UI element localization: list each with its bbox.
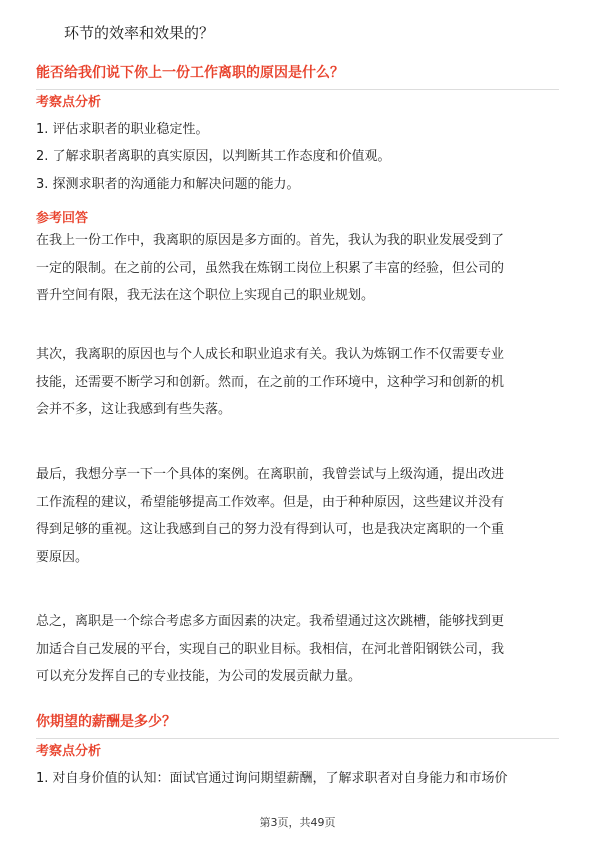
paragraph-line: 其次，我离职的原因也与个人成长和职业追求有关。我认为炼钢工作不仅需要专业: [36, 347, 505, 362]
paragraph-line: 最后，我想分享一下一个具体的案例。在离职前，我曾尝试与上级沟通，提出改进: [36, 467, 505, 482]
paragraph-line: 在我上一份工作中，我离职的原因是多方面的。首先，我认为我的职业发展受到了: [36, 233, 505, 248]
analysis-heading: 考察点分析: [36, 744, 102, 759]
paragraph-line: 晋升空间有限，我无法在这个职位上实现自己的职业规划。: [36, 288, 375, 303]
paragraph-line: 技能，还需要不断学习和创新。然而，在之前的工作环境中，这种学习和创新的机: [36, 374, 505, 390]
analysis-item: 1. 对自身价值的认知：面试官通过询问期望薪酬，了解求职者对自身能力和市场价: [36, 771, 508, 786]
analysis-heading: 考察点分析: [36, 95, 102, 110]
answer-paragraph: [36, 227, 559, 310]
analysis-item: 1. 评估求职者的职业稳定性。: [36, 122, 209, 137]
paragraph-line: 会并不多，这让我感到有些失落。: [36, 402, 232, 417]
answer-paragraph: [36, 461, 559, 571]
analysis-item: 3. 探测求职者的沟通能力和解决问题的能力。: [36, 177, 300, 192]
paragraph-line: 可以充分发挥自己的专业技能，为公司的发展贡献力量。: [36, 669, 362, 684]
paragraph-line: 加适合自己发展的平台，实现自己的职业目标。我相信，在河北普阳钢铁公司，我: [36, 641, 505, 657]
paragraph-line: 要原因。: [36, 549, 89, 565]
question-heading: 能否给我们说下你上一份工作离职的原因是什么？: [36, 63, 559, 90]
paragraph-line: 一定的限制。在之前的公司，虽然我在炼钢工岗位上积累了丰富的经验，但公司的: [36, 260, 505, 276]
answer-paragraph: [36, 608, 559, 691]
question-heading: 你期望的薪酬是多少？: [36, 712, 559, 739]
answer-heading: 参考回答: [36, 211, 89, 226]
paragraph-line: 得到足够的重视。这让我感到自己的努力没有得到认可，也是我决定离职的一个重: [36, 522, 505, 537]
continued-text: 环节的效率和效果的？: [64, 24, 215, 42]
answer-paragraph: [36, 341, 559, 424]
paragraph-line: 总之，离职是一个综合考虑多方面因素的决定。我希望通过这次跳槽，能够找到更: [36, 614, 505, 629]
paragraph-line: 工作流程的建议，希望能够提高工作效率。但是，由于种种原因，这些建议并没有: [36, 494, 505, 510]
analysis-item: 2. 了解求职者离职的真实原因，以判断其工作态度和价值观。: [36, 149, 391, 164]
page-number: 第3页，共49页: [259, 816, 336, 829]
